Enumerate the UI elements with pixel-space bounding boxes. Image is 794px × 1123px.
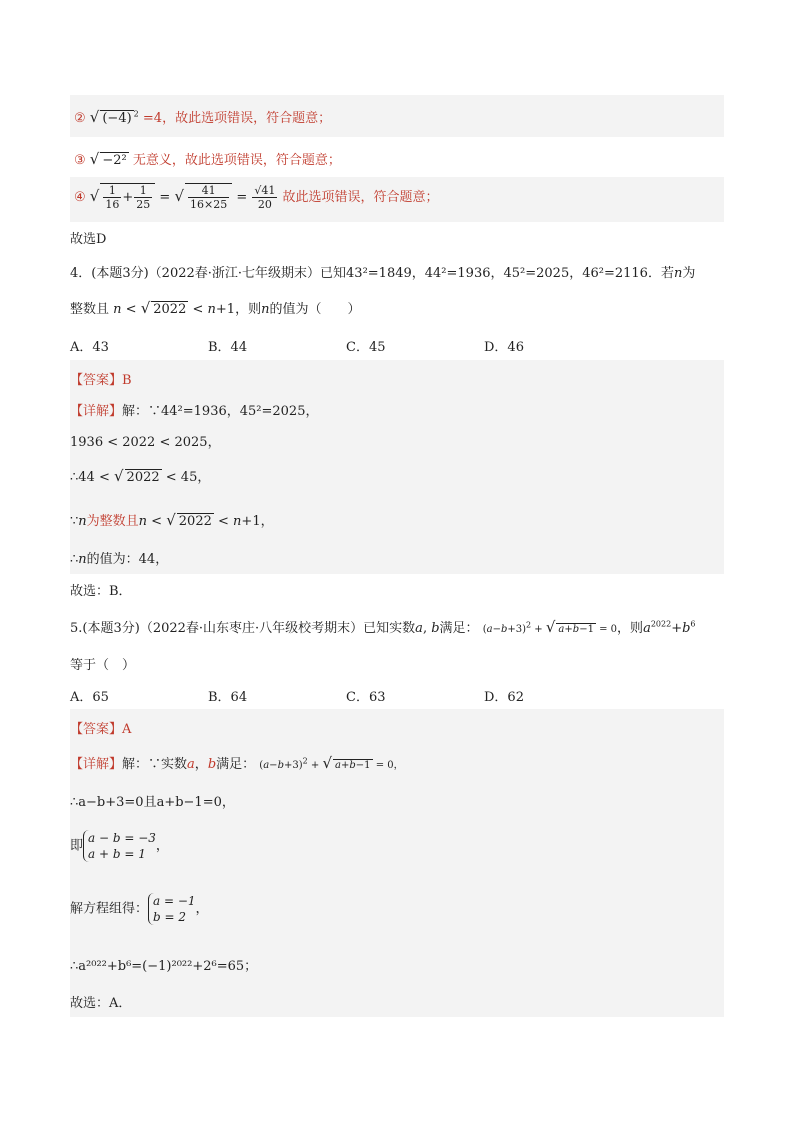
q4-line2-c: 的值为（ ） — [269, 302, 361, 317]
prev-item4-row: ④ √ $\frac{1}{16}$ + $\frac{1}{25}$ = √ $\frac{41}{16\times 25}$ = $\frac{√41}{20}$ 故此选项错误，符合题意； — [70, 177, 724, 222]
q4-option-b: B．44 — [208, 340, 248, 355]
q5-head: 5.(本题3分)（2022春·山东枣庄·八年级校考期末）已知实数a, b满足： $(a-b+3)^2$ + √ a+b−1 = 0，则$a^{2022}+b^6$ — [70, 618, 696, 636]
sqrt-icon: √ — [89, 108, 100, 126]
q4-answer — [70, 369, 724, 388]
answer-value: B — [122, 373, 132, 388]
sqrt-icon: √ — [89, 187, 100, 205]
q4-line2: 整数且 n < √ 2022 < n+1，则n的值为（ ） — [70, 299, 361, 317]
q5-stem-b: 满足： — [439, 621, 479, 636]
answer-value: A — [122, 722, 132, 737]
q5-detail-5: ∴a²⁰²²+b⁶=(−1)²⁰²²+2⁶=65； — [70, 959, 258, 974]
q5-answer — [70, 718, 724, 737]
q4-stem: 4．(本题3分)（2022春·浙江·七年级期末）已知43²=1849，44²=1936，45²=2025，46²=2116．若 — [70, 266, 674, 281]
q4-detail-4c: ， — [260, 514, 274, 529]
answer-label: 【答案】 — [70, 722, 123, 737]
sqrt-icon: √ — [174, 187, 184, 205]
item3-text: 无意义，故此选项错误，符合题意； — [132, 153, 341, 168]
q5-option-b: B．64 — [208, 690, 248, 705]
q4-option-d: D．46 — [484, 340, 524, 355]
prev-choice: 故选D — [70, 232, 107, 247]
q5-option-a: A．65 — [70, 690, 109, 705]
q4-option-c: C．45 — [346, 340, 386, 355]
q4-detail-4a: ∵ — [70, 514, 79, 529]
q5-option-c: C．63 — [346, 690, 386, 705]
q4-detail-4: ∵n为整数且n < √ 2022 < n+1， — [70, 511, 274, 529]
q5-detail-3-text: 即 — [70, 838, 84, 854]
q5-options — [70, 686, 724, 705]
q5-detail-4: 解方程组得： a = −1 b = 2 ， — [70, 894, 209, 924]
q5-option-d: D．62 — [484, 690, 524, 705]
item2-text: =4，故此选项错误，符合题意； — [142, 111, 332, 126]
q5-detail-1a: 解：∵实数 — [122, 757, 188, 772]
q4-detail-5a: ∴ — [70, 552, 79, 567]
q4-options — [70, 336, 724, 355]
q5-detail-1b: 满足： — [216, 757, 256, 772]
item4-number: ④ — [74, 190, 86, 205]
item2-number: ② — [74, 111, 86, 126]
q4-line2-b: ，则 — [235, 302, 262, 317]
detail-label: 【详解】 — [70, 757, 123, 772]
q4-detail-3a: ∴44 < — [70, 470, 110, 485]
q4-detail-3: ∴44 < √ 2022 < 45， — [70, 467, 211, 485]
q5-detail-6: 故选：A． — [70, 996, 132, 1011]
q5-line2: 等于（ ） — [70, 658, 136, 673]
q4-detail-5b: 的值为：44， — [86, 552, 169, 567]
item3-number: ③ — [74, 153, 86, 168]
detail-label: 【详解】 — [70, 404, 123, 419]
q5-detail-4-text: 解方程组得： — [70, 901, 149, 917]
q4-line2-a: 整数且 — [70, 302, 110, 317]
q4-option-a: A．43 — [70, 340, 109, 355]
q5-stem: 5.(本题3分)（2022春·山东枣庄·八年级校考期末）已知实数 — [70, 621, 416, 636]
q4-detail-6: 故选：B． — [70, 584, 132, 599]
sqrt-icon: √ — [89, 150, 100, 168]
q5-stem-c: ，则 — [617, 621, 644, 636]
q5-detail-2: ∴a−b+3=0且a+b−1=0， — [70, 795, 235, 810]
item3-radicand: −2² — [102, 153, 127, 168]
q4-detail-1-text: 解：∵44²=1936，45²=2025， — [122, 404, 319, 419]
answer-label: 【答案】 — [70, 373, 123, 388]
q4-stem-end: 为 — [682, 266, 696, 281]
prev-item3-row — [70, 137, 724, 177]
prev-item2-row: ② √ (−4) $^2$ =4，故此选项错误，符合题意； — [70, 95, 724, 137]
q4-head: 4．(本题3分)（2022春·浙江·七年级期末）已知43²=1849，44²=1936，45²=2025，46²=2116．若n为 — [70, 266, 696, 281]
q5-detail-3: 即 a − b = −3 a + b = 1 ， — [70, 831, 169, 861]
q4-detail-1 — [70, 400, 724, 419]
q4-detail-5: ∴n的值为：44， — [70, 552, 169, 567]
q4-detail-3b: < 45， — [165, 470, 211, 485]
item4-text: 故此选项错误，符合题意； — [282, 190, 439, 205]
q4-detail-2: 1936 < 2022 < 2025， — [70, 435, 221, 450]
item2-radicand: (−4) — [102, 111, 132, 126]
q5-detail-1: 【详解】解：∵实数a，b满足： $(a-b+3)^2$ + √ a+b−1 = 0， — [70, 754, 404, 772]
q4-detail-4b: 为整数且 — [86, 514, 139, 529]
